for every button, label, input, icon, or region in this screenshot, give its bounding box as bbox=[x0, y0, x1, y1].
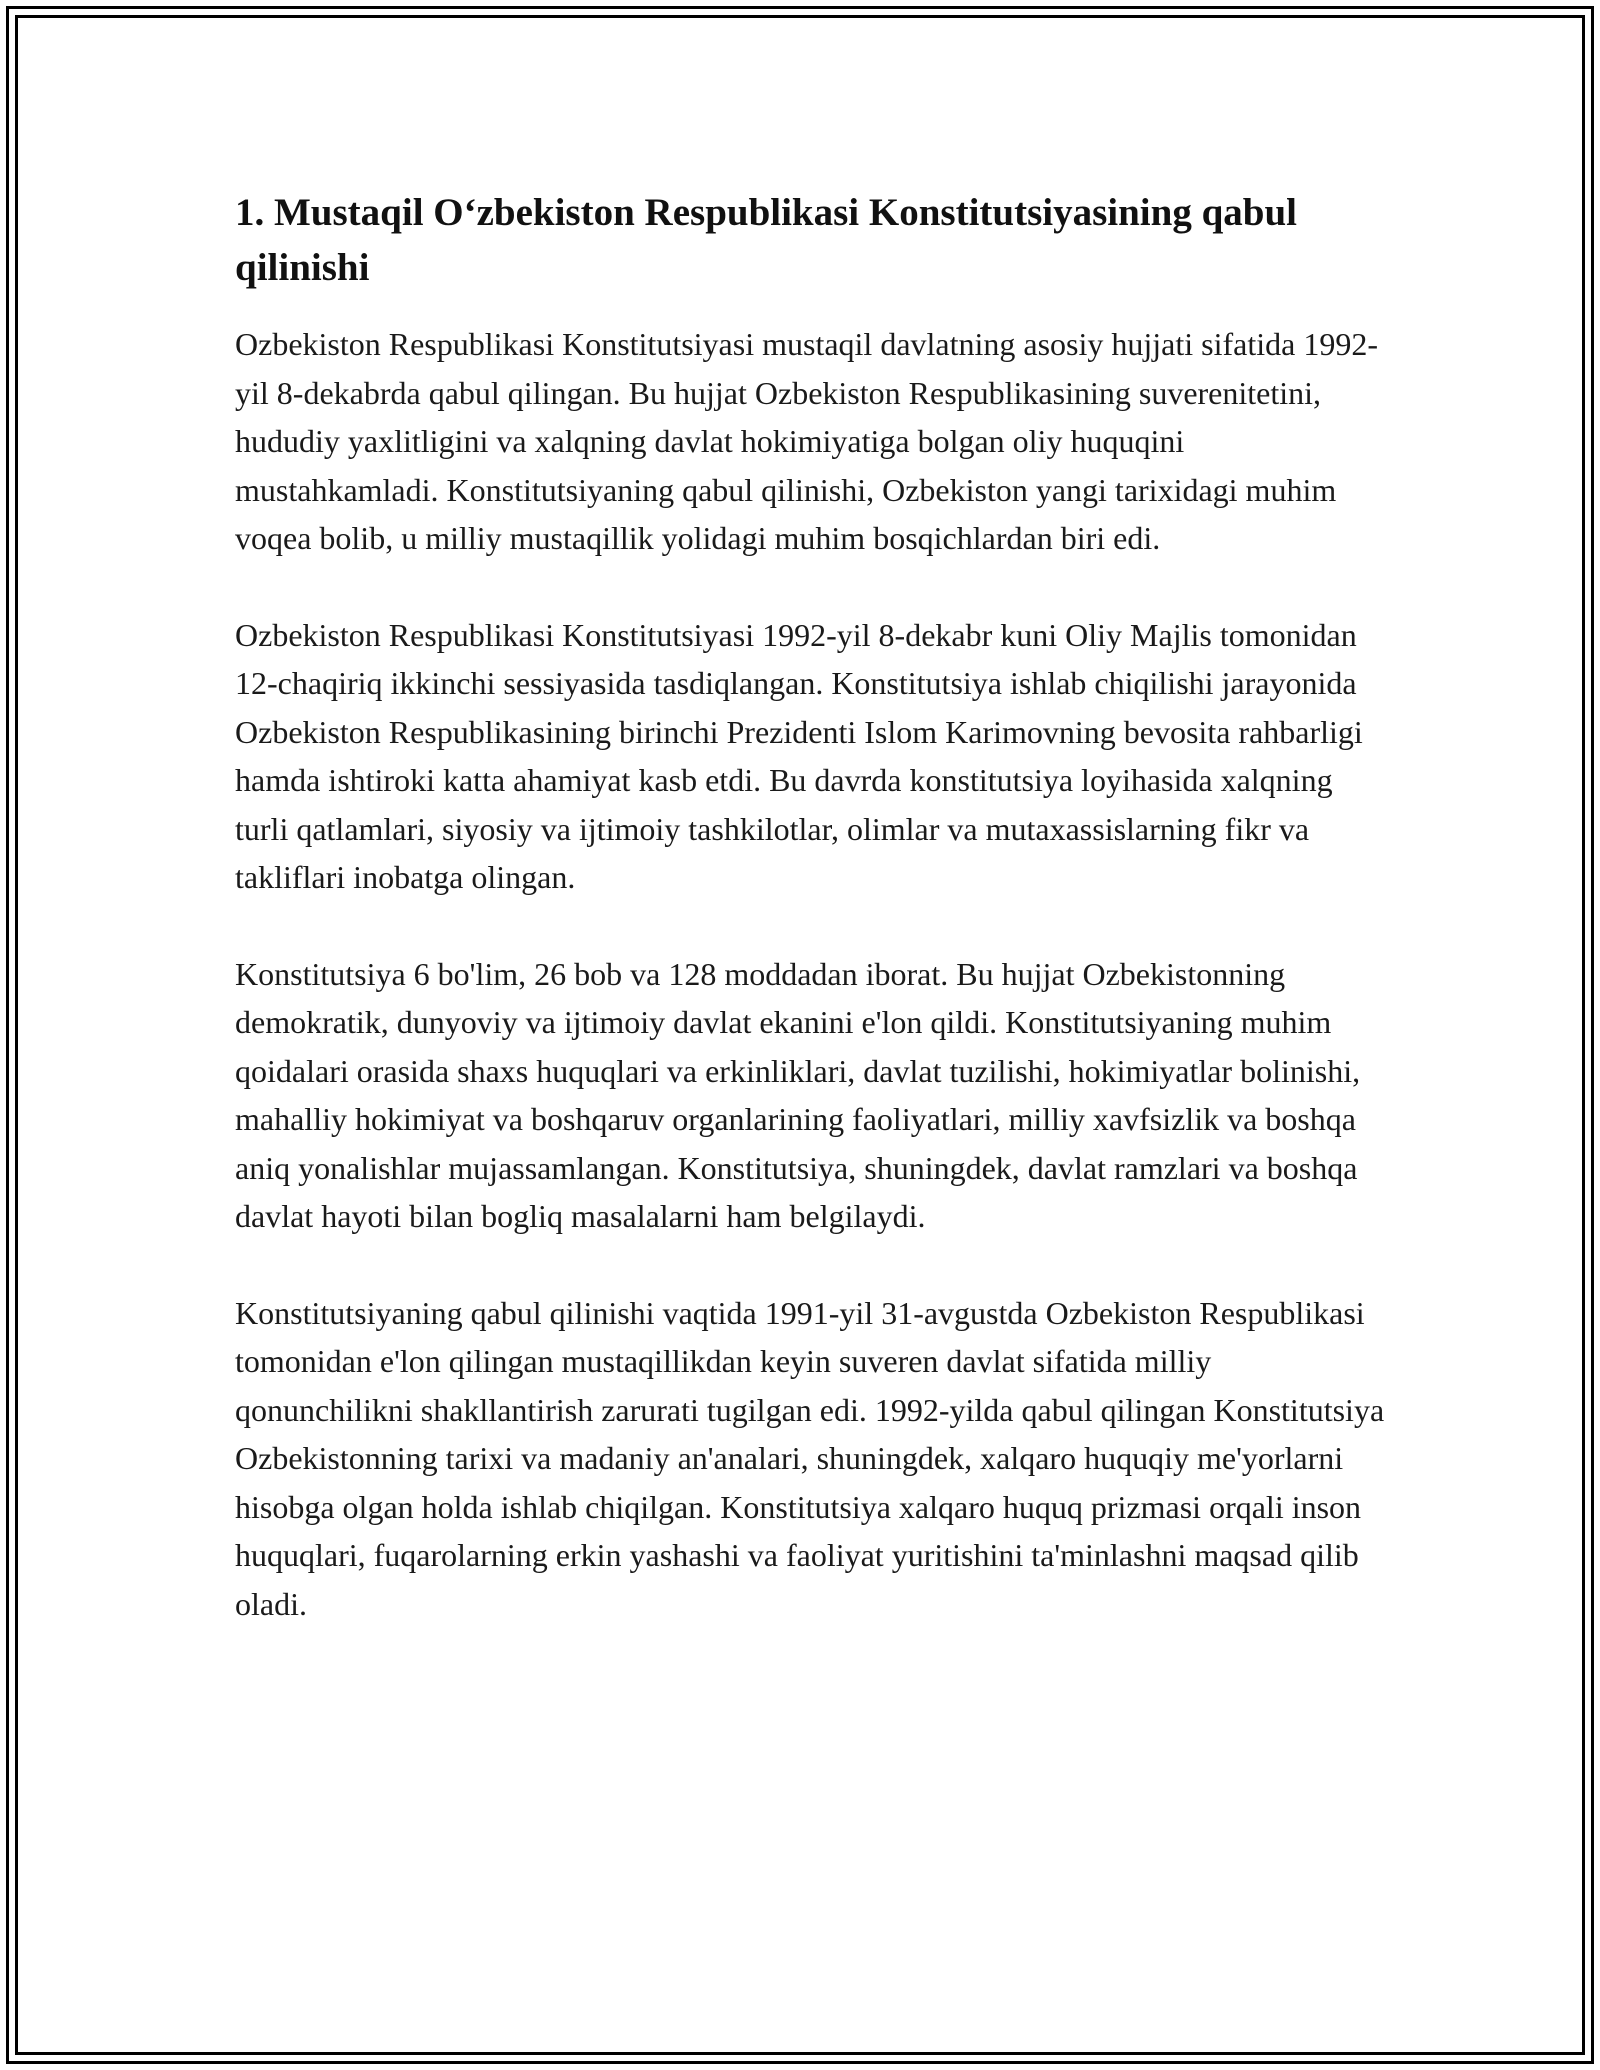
paragraph-2: Ozbekiston Respublikasi Konstitutsiyasi 1992-yil 8-dekabr kuni Oliy Majlis tomonidan 12-chaqiriq ikkinchi sessiyasida tasdiqlangan. Konstitutsiya ishlab chiqilishi jarayonida Ozbekiston Respublikasining birinchi Prezidenti Islom Karimovning bevosita rahbarligi hamda ishtiroki katta ahamiyat kasb etdi. Bu davrda konstitutsiya loyihasida xalqning turli qatlamlari, siyosiy va ijtimoiy tashkilotlar, olimlar va mutaxassislarning fikr va takliflari inobatga olingan. bbox=[235, 616, 1363, 895]
paragraph-1: Ozbekiston Respublikasi Konstitutsiyasi mustaqil davlatning asosiy hujjati sifatida 1992-yil 8-dekabrda qabul qilingan. Bu hujjat Ozbekiston Respublikasining suverenitetini, hududiy yaxlitligini va xalqning davlat hokimiyatiga bolgan oliy huquqini mustahkamladi. Konstitutsiyaning qabul qilinishi, Ozbekiston yangi tarixidagi muhim voqea bolib, u milliy mustaqillik yolidagi muhim bosqichlardan biri edi. bbox=[235, 326, 1378, 556]
document-body bbox=[235, 185, 1385, 1676]
document-title: 1. Mustaqil O‘zbekiston Respublikasi Konstitutsiyasining qabul qilinishi bbox=[235, 191, 1297, 289]
paragraph-4: Konstitutsiyaning qabul qilinishi vaqtida 1991-yil 31-avgustda Ozbekiston Respublikasi tomonidan e'lon qilingan mustaqillikdan keyin suveren davlat sifatida milliy qonunchilikni shakllantirish zarurati tugilgan edi. 1992-yilda qabul qilingan Konstitutsiya Ozbekistonning tarixi va madaniy an'analari, shuningdek, xalqaro huquqiy me'yorlarni hisobga olgan holda ishlab chiqilgan. Konstitutsiya xalqaro huquq prizmasi orqali inson huquqlari, fuqarolarning erkin yashashi va faoliyat yuritishini ta'minlashni maqsad qilib oladi. bbox=[235, 1294, 1385, 1622]
paragraph-3: Konstitutsiya 6 bo'lim, 26 bob va 128 moddadan iborat. Bu hujjat Ozbekistonning demokratik, dunyoviy va ijtimoiy davlat ekanini e'lon qildi. Konstitutsiyaning muhim qoidalari orasida shaxs huquqlari va erkinliklari, davlat tuzilishi, hokimiyatlar bolinishi, mahalliy hokimiyat va boshqaruv organlarining faoliyatlari, milliy xavfsizlik va boshqa aniq yonalishlar mujassamlangan. Konstitutsiya, shuningdek, davlat ramzlari va boshqa davlat hayoti bilan bogliq masalalarni ham belgilaydi. bbox=[235, 955, 1361, 1234]
